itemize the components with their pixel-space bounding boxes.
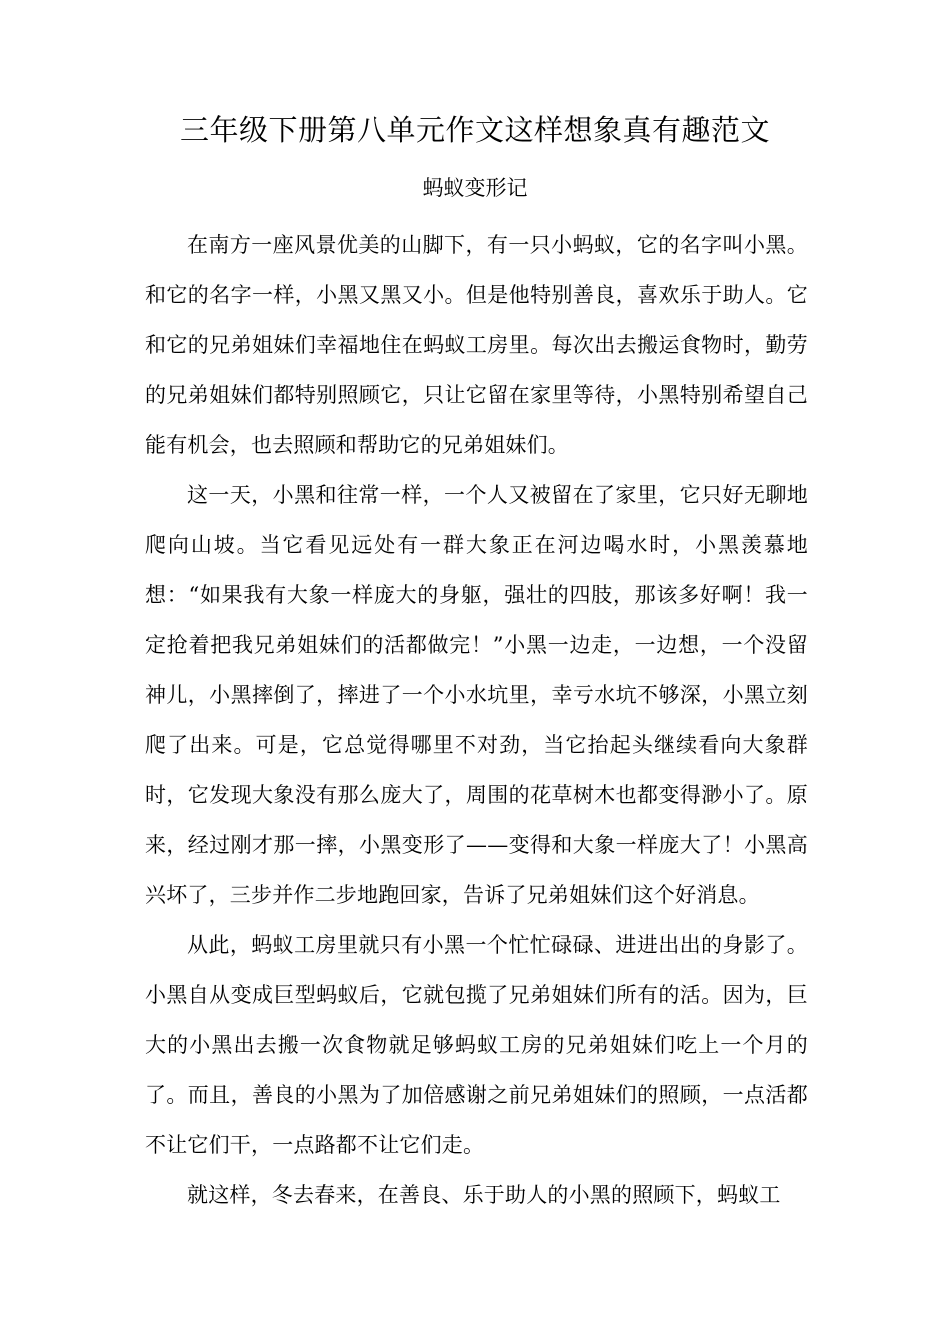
document-subtitle: 蚂蚁变形记 — [422, 176, 528, 200]
paragraph-2: 这一天，小黑和往常一样，一个人又被留在了家里，它只好无聊地爬向山坡。当它看见远处有一群大象正在河边喝水时，小黑羡慕地想：“如果我有大象一样庞大的身躯，强壮的四肢，那该多好啊！我一定抢着把我兄弟姐妹们的活都做完！”小黑一边走，一边想，一个没留神儿，小黑摔倒了，摔进了一个小水坑里，幸亏水坑不够深，小黑立刻爬了出来。可是，它总觉得哪里不对劲，当它抬起头继续看向大象群时，它发现大象没有那么庞大了，周围的花草树木也都变得渺小了。原来，经过刚才那一摔，小黑变形了——变得和大象一样庞大了！小黑高兴坏了，三步并作二步地跑回家，告诉了兄弟姐妹们这个好消息。 — [145, 483, 808, 907]
document-body — [145, 220, 808, 1220]
paragraph-4: 就这样，冬去春来，在善良、乐于助人的小黑的照顾下，蚂蚁工 — [187, 1183, 781, 1207]
paragraph-3: 从此，蚂蚁工房里就只有小黑一个忙忙碌碌、进进出出的身影了。小黑自从变成巨型蚂蚁后，它就包揽了兄弟姐妹们所有的活。因为，巨大的小黑出去搬一次食物就足够蚂蚁工房的兄弟姐妹们吃上一个月的了。而且，善良的小黑为了加倍感谢之前兄弟姐妹们的照顾，一点活都不让它们干，一点路都不让它们走。 — [145, 933, 808, 1157]
paragraph-1: 在南方一座风景优美的山脚下，有一只小蚂蚁，它的名字叫小黑。和它的名字一样，小黑又黑又小。但是他特别善良，喜欢乐于助人。它和它的兄弟姐妹们幸福地住在蚂蚁工房里。每次出去搬运食物时，勤劳的兄弟姐妹们都特别照顾它，只让它留在家里等待，小黑特别希望自己能有机会，也去照顾和帮助它的兄弟姐妹们。 — [145, 233, 808, 457]
document-title: 三年级下册第八单元作文这样想象真有趣范文 — [179, 113, 770, 147]
